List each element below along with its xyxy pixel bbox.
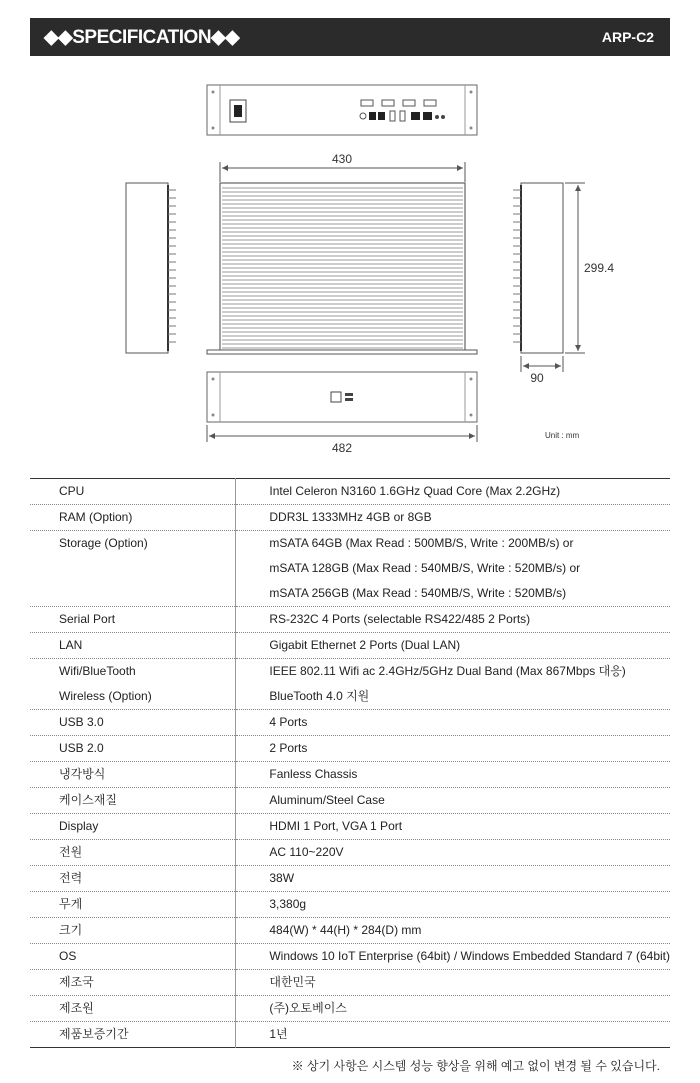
- spec-value: 대한민국: [269, 975, 316, 989]
- spec-key-cell: [30, 814, 236, 840]
- spec-key: 제조원: [59, 1001, 94, 1015]
- spec-key: Display: [59, 819, 99, 833]
- spec-value-cell: [236, 607, 670, 633]
- spec-value-cell: [236, 944, 670, 970]
- spec-key: Serial Port: [59, 612, 116, 626]
- spec-key: 제조국: [59, 975, 94, 989]
- spec-key: 케이스재질: [59, 793, 117, 807]
- spec-key-cell: [30, 944, 236, 970]
- spec-value-cell: [236, 788, 670, 814]
- spec-value: 2 Ports: [269, 741, 308, 755]
- spec-key: 제품보증기간: [59, 1027, 129, 1041]
- unit-label: Unit : mm: [545, 431, 580, 440]
- footer-note: ※ 상기 사항은 시스템 성능 향상을 위해 예고 없이 변경 될 수 있습니다.: [291, 1059, 660, 1073]
- spec-row: [30, 479, 670, 505]
- right-side-view: [513, 183, 614, 385]
- spec-key-cell: [30, 659, 236, 710]
- spec-key: RAM (Option): [59, 510, 133, 524]
- spec-value-cell: [236, 970, 670, 996]
- spec-value-cell: [236, 736, 670, 762]
- spec-key: OS: [59, 949, 77, 963]
- spec-value: DDR3L 1333MHz 4GB or 8GB: [269, 510, 432, 524]
- spec-key: USB 3.0: [59, 715, 104, 729]
- spec-value: RS-232C 4 Ports (selectable RS422/485 2 Ports): [269, 612, 531, 626]
- product-dimension-drawing: [0, 70, 700, 470]
- spec-value-cell: [236, 918, 670, 944]
- spec-key: 무게: [59, 897, 83, 911]
- spec-header-bar: [30, 18, 670, 56]
- spec-table: [30, 478, 670, 1048]
- spec-row: [30, 814, 670, 840]
- spec-row: [30, 944, 670, 970]
- spec-value-cell: [236, 866, 670, 892]
- spec-value: Intel Celeron N3160 1.6GHz Quad Core (Max 2.2GHz): [269, 484, 561, 498]
- spec-value: (주)오토베이스: [269, 1001, 347, 1015]
- spec-value-cell: [236, 892, 670, 918]
- spec-value-cell: [236, 505, 670, 531]
- spec-key-cell: [30, 479, 236, 505]
- spec-value: AC 110~220V: [269, 845, 344, 859]
- spec-key: USB 2.0: [59, 741, 104, 755]
- spec-value: 484(W) * 44(H) * 284(D) mm: [269, 923, 422, 937]
- spec-value: 38W: [269, 871, 295, 885]
- spec-row: [30, 607, 670, 633]
- spec-key: Storage (Option): [59, 536, 148, 550]
- total-width-dimension-482: [207, 425, 477, 455]
- spec-table-body: [30, 479, 670, 1048]
- spec-value: Windows 10 IoT Enterprise (64bit) / Windows Embedded Standard 7 (64bit): [269, 949, 670, 963]
- spec-value-cell: [236, 996, 670, 1022]
- spec-row: [30, 762, 670, 788]
- spec-value-cell: [236, 1022, 670, 1048]
- spec-key: CPU: [59, 484, 85, 498]
- spec-value-cell: [236, 633, 670, 659]
- spec-title: ◆◆SPECIFICATION◆◆: [44, 27, 240, 48]
- width-dimension-430: [220, 152, 465, 182]
- spec-key-cell: [30, 892, 236, 918]
- spec-key-cell: [30, 1022, 236, 1048]
- spec-key-cell: [30, 607, 236, 633]
- top-view-heatsink: [207, 183, 477, 354]
- spec-value: BlueTooth 4.0 지원: [269, 689, 370, 703]
- spec-value-cell: [236, 840, 670, 866]
- spec-row: [30, 531, 670, 607]
- spec-value: Gigabit Ethernet 2 Ports (Dual LAN): [269, 638, 461, 652]
- spec-value: mSATA 128GB (Max Read : 540MB/S, Write : 520MB/s) or: [269, 561, 581, 575]
- front-panel-view: [207, 372, 477, 422]
- spec-key-cell: [30, 505, 236, 531]
- spec-key: LAN: [59, 638, 83, 652]
- spec-row: [30, 710, 670, 736]
- spec-value: mSATA 256GB (Max Read : 540MB/S, Write : 520MB/s): [269, 586, 567, 600]
- spec-value: 1년: [269, 1027, 288, 1041]
- spec-row: [30, 918, 670, 944]
- model-name: ARP-C2: [601, 29, 654, 45]
- spec-value: mSATA 64GB (Max Read : 500MB/S, Write : 200MB/s) or: [269, 536, 574, 550]
- spec-key: 냉각방식: [59, 767, 106, 781]
- spec-key-cell: [30, 866, 236, 892]
- spec-row: [30, 970, 670, 996]
- spec-value-cell: [236, 710, 670, 736]
- spec-value: 3,380g: [269, 897, 307, 911]
- spec-row: [30, 866, 670, 892]
- spec-key-cell: [30, 788, 236, 814]
- spec-row: [30, 840, 670, 866]
- spec-row: [30, 788, 670, 814]
- spec-key: 전력: [59, 871, 83, 885]
- height-label: 299.4: [584, 261, 615, 275]
- spec-row: [30, 892, 670, 918]
- spec-row: [30, 736, 670, 762]
- spec-value: 4 Ports: [269, 715, 308, 729]
- spec-key: 크기: [59, 923, 83, 937]
- width-label: 430: [331, 152, 353, 166]
- total-width-label: 482: [331, 441, 353, 455]
- spec-value: Aluminum/Steel Case: [269, 793, 385, 807]
- spec-key-cell: [30, 918, 236, 944]
- spec-key: Wireless (Option): [59, 689, 152, 703]
- spec-key-cell: [30, 970, 236, 996]
- spec-value-cell: [236, 814, 670, 840]
- spec-key: 전원: [59, 845, 83, 859]
- spec-key-cell: [30, 736, 236, 762]
- rear-panel-view: [207, 85, 477, 135]
- spec-row: [30, 996, 670, 1022]
- spec-key-cell: [30, 762, 236, 788]
- spec-key-cell: [30, 531, 236, 607]
- spec-value-cell: [236, 479, 670, 505]
- spec-key: Wifi/BlueTooth: [59, 664, 136, 678]
- spec-key-cell: [30, 710, 236, 736]
- spec-value-cell: [236, 762, 670, 788]
- spec-key-cell: [30, 633, 236, 659]
- spec-value-cell: [236, 659, 670, 710]
- spec-value: IEEE 802.11 Wifi ac 2.4GHz/5GHz Dual Band (Max 867Mbps 대응): [269, 664, 626, 678]
- spec-title-text: SPECIFICATION: [72, 27, 212, 48]
- left-side-view: [126, 183, 176, 353]
- spec-value-cell: [236, 531, 670, 607]
- spec-row: [30, 1022, 670, 1048]
- spec-row: [30, 659, 670, 710]
- spec-row: [30, 505, 670, 531]
- depth-label: 90: [530, 371, 544, 385]
- spec-value: Fanless Chassis: [269, 767, 358, 781]
- spec-key-cell: [30, 840, 236, 866]
- spec-key-cell: [30, 996, 236, 1022]
- spec-value: HDMI 1 Port, VGA 1 Port: [269, 819, 403, 833]
- spec-row: [30, 633, 670, 659]
